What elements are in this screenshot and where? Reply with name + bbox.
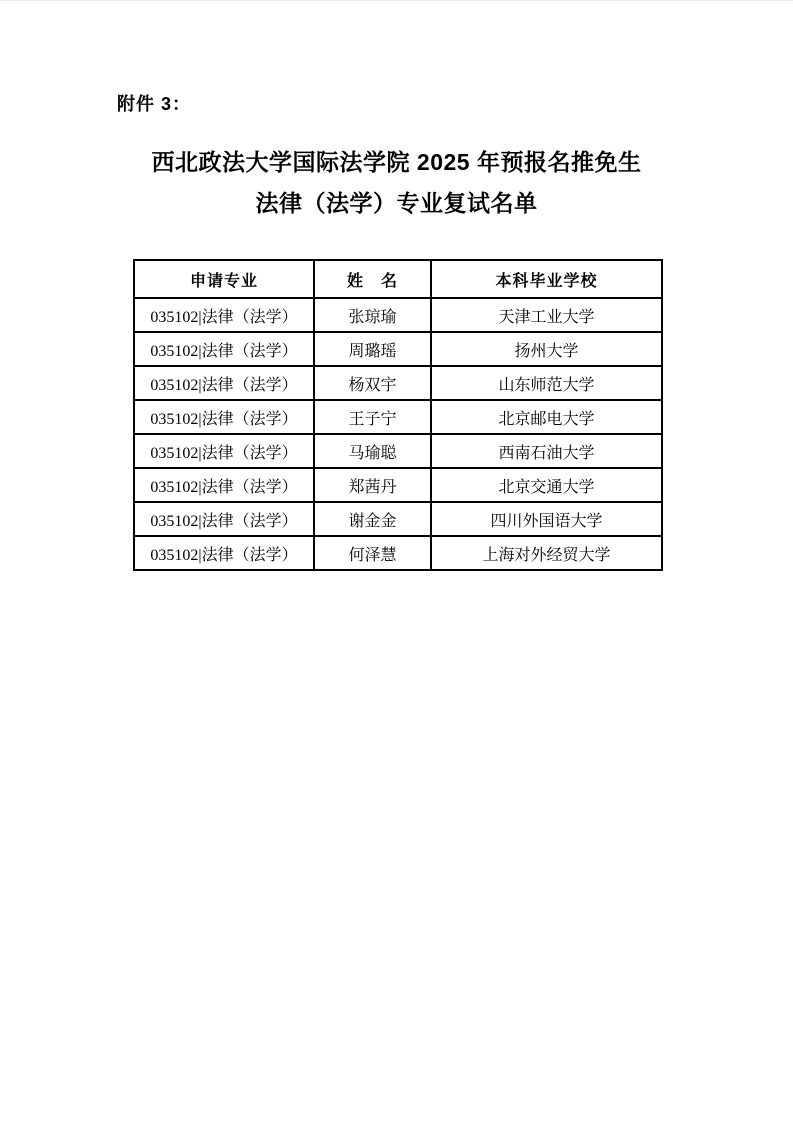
table-row [134, 536, 662, 570]
cell-school: 扬州大学 [431, 332, 662, 366]
cell-name: 周璐瑶 [314, 332, 431, 366]
document-title [0, 142, 793, 224]
cell-major: 035102|法律（法学） [134, 536, 314, 570]
cell-name: 何泽慧 [314, 536, 431, 570]
cell-name: 王子宁 [314, 400, 431, 434]
table-row [134, 366, 662, 400]
table-row [134, 400, 662, 434]
table-row [134, 434, 662, 468]
document-title-line2: 法律（法学）专业复试名单 [255, 190, 538, 216]
cell-major: 035102|法律（法学） [134, 332, 314, 366]
cell-name: 郑茜丹 [314, 468, 431, 502]
cell-school: 天津工业大学 [431, 298, 662, 332]
cell-name: 马瑜聪 [314, 434, 431, 468]
cell-school: 上海对外经贸大学 [431, 536, 662, 570]
cell-major: 035102|法律（法学） [134, 298, 314, 332]
cell-major: 035102|法律（法学） [134, 502, 314, 536]
roster-table [133, 259, 663, 571]
document-title-line1: 西北政法大学国际法学院 2025 年预报名推免生 [151, 149, 642, 175]
table-header-row [134, 260, 662, 298]
cell-major: 035102|法律（法学） [134, 468, 314, 502]
cell-name: 谢金金 [314, 502, 431, 536]
table-row [134, 332, 662, 366]
cell-name: 杨双宇 [314, 366, 431, 400]
cell-school: 山东师范大学 [431, 366, 662, 400]
cell-school: 北京交通大学 [431, 468, 662, 502]
cell-major: 035102|法律（法学） [134, 434, 314, 468]
table-row [134, 298, 662, 332]
cell-major: 035102|法律（法学） [134, 400, 314, 434]
cell-school: 西南石油大学 [431, 434, 662, 468]
cell-school: 四川外国语大学 [431, 502, 662, 536]
header-cell-school: 本科毕业学校 [431, 260, 662, 298]
table-row [134, 502, 662, 536]
cell-major: 035102|法律（法学） [134, 366, 314, 400]
cell-school: 北京邮电大学 [431, 400, 662, 434]
cell-name: 张琼瑜 [314, 298, 431, 332]
table-row [134, 468, 662, 502]
attachment-label: 附件 3： [117, 94, 192, 114]
header-cell-name: 姓 名 [314, 260, 431, 298]
header-cell-major: 申请专业 [134, 260, 314, 298]
